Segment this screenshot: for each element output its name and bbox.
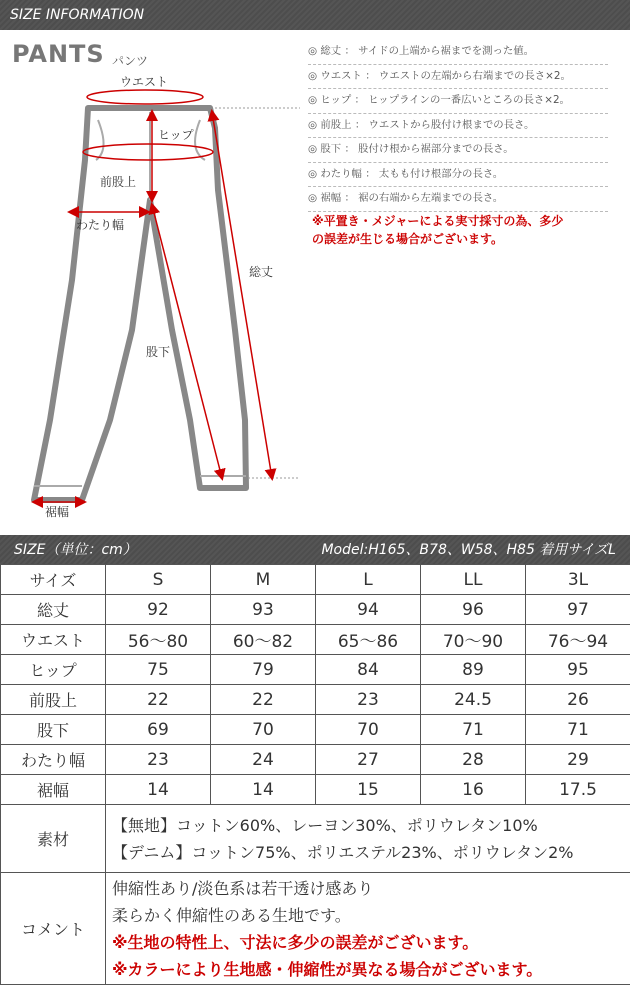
header-m: M bbox=[211, 565, 316, 595]
table-cell: 60〜82 bbox=[211, 625, 316, 655]
table-cell: 24 bbox=[211, 745, 316, 775]
table-cell: 17.5 bbox=[526, 775, 630, 805]
model-info: Model:H165、B78、W58、H85 着用サイズL bbox=[321, 542, 616, 558]
table-cell: 23 bbox=[316, 685, 421, 715]
waist-label: ウエスト bbox=[120, 75, 169, 89]
table-cell: 69 bbox=[106, 715, 211, 745]
comment-line-1: 伸縮性あり/淡色系は若干透け感あり bbox=[112, 878, 374, 898]
table-cell: 95 bbox=[526, 655, 630, 685]
desc-thigh: ◎ わたり幅 ： 太もも付け根部分の長さ。 bbox=[308, 163, 608, 188]
size-information-header bbox=[0, 0, 630, 30]
header-ll: LL bbox=[421, 565, 526, 595]
row-label: 裾幅 bbox=[1, 775, 106, 805]
material-line-2: 【デニム】コットン75%、ポリエステル23%、ポリウレタン2% bbox=[112, 842, 574, 862]
table-row bbox=[1, 715, 630, 745]
comment-content bbox=[106, 873, 630, 985]
material-label: 素材 bbox=[1, 805, 106, 873]
row-label: 前股上 bbox=[1, 685, 106, 715]
table-cell: 70 bbox=[211, 715, 316, 745]
pants-title: PANTS bbox=[12, 40, 105, 68]
header-3l: 3L bbox=[526, 565, 630, 595]
row-label: 総丈 bbox=[1, 595, 106, 625]
header-s: S bbox=[106, 565, 211, 595]
table-cell: 28 bbox=[421, 745, 526, 775]
table-cell: 79 bbox=[211, 655, 316, 685]
length-label: 総丈 bbox=[249, 265, 274, 279]
table-cell: 96 bbox=[421, 595, 526, 625]
table-cell: 27 bbox=[316, 745, 421, 775]
table-cell: 70〜90 bbox=[421, 625, 526, 655]
size-information-title: SIZE INFORMATION bbox=[10, 7, 145, 23]
table-row bbox=[1, 745, 630, 775]
material-row bbox=[1, 805, 630, 873]
rise-label: 前股上 bbox=[100, 175, 137, 189]
table-row bbox=[1, 685, 630, 715]
comment-row bbox=[1, 873, 630, 985]
measurement-descriptions bbox=[308, 40, 608, 212]
header-size: サイズ bbox=[1, 565, 106, 595]
table-cell: 26 bbox=[526, 685, 630, 715]
size-table bbox=[0, 564, 630, 985]
table-cell: 23 bbox=[106, 745, 211, 775]
pants-subtitle: パンツ bbox=[112, 54, 149, 68]
table-cell: 14 bbox=[211, 775, 316, 805]
row-label: わたり幅 bbox=[1, 745, 106, 775]
table-cell: 89 bbox=[421, 655, 526, 685]
row-label: ウエスト bbox=[1, 625, 106, 655]
hem-label: 裾幅 bbox=[45, 505, 70, 519]
row-label: ヒップ bbox=[1, 655, 106, 685]
length-mark bbox=[212, 112, 272, 478]
table-cell: 22 bbox=[211, 685, 316, 715]
waist-mark bbox=[87, 90, 203, 104]
table-row bbox=[1, 595, 630, 625]
table-cell: 71 bbox=[526, 715, 630, 745]
thigh-label: わたり幅 bbox=[76, 218, 125, 232]
table-cell: 92 bbox=[106, 595, 211, 625]
inseam-mark bbox=[152, 205, 222, 478]
comment-line-2: 柔らかく伸縮性のある生地です。 bbox=[112, 905, 351, 925]
table-cell: 56〜80 bbox=[106, 625, 211, 655]
desc-hem: ◎ 裾幅 ： 裾の右端から左端までの長さ。 bbox=[308, 187, 608, 212]
table-cell: 70 bbox=[316, 715, 421, 745]
size-unit-label: SIZE（単位：cm） bbox=[14, 542, 137, 558]
table-cell: 22 bbox=[106, 685, 211, 715]
table-row bbox=[1, 625, 630, 655]
table-cell: 97 bbox=[526, 595, 630, 625]
table-row bbox=[1, 775, 630, 805]
table-row bbox=[1, 655, 630, 685]
table-cell: 94 bbox=[316, 595, 421, 625]
table-cell: 15 bbox=[316, 775, 421, 805]
desc-hip: ◎ ヒップ ： ヒップラインの一番広いところの長さ×2。 bbox=[308, 89, 608, 114]
row-label: 股下 bbox=[1, 715, 106, 745]
comment-line-3: ※生地の特性上、寸法に多少の誤差がございます。 bbox=[112, 932, 479, 952]
material-content bbox=[106, 805, 630, 873]
hip-label: ヒップ bbox=[158, 128, 194, 142]
table-cell: 14 bbox=[106, 775, 211, 805]
comment-line-4: ※カラーにより生地感・伸縮性が異なる場合がございます。 bbox=[112, 959, 543, 979]
table-cell: 75 bbox=[106, 655, 211, 685]
table-header-row bbox=[1, 565, 630, 595]
table-cell: 24.5 bbox=[421, 685, 526, 715]
desc-inseam: ◎ 股下 ： 股付け根から裾部分までの長さ。 bbox=[308, 138, 608, 163]
table-cell: 65〜86 bbox=[316, 625, 421, 655]
table-cell: 71 bbox=[421, 715, 526, 745]
header-l: L bbox=[316, 565, 421, 595]
desc-waist: ◎ ウエスト ： ウエストの左端から右端までの長さ×2。 bbox=[308, 65, 608, 90]
measurement-note bbox=[312, 212, 612, 248]
table-cell: 16 bbox=[421, 775, 526, 805]
size-table-header bbox=[0, 535, 630, 565]
comment-label: コメント bbox=[1, 873, 106, 985]
table-cell: 93 bbox=[211, 595, 316, 625]
desc-length: ◎ 総丈 ： サイドの上端から裾までを測った値。 bbox=[308, 40, 608, 65]
desc-rise: ◎ 前股上 ： ウエストから股付け根までの長さ。 bbox=[308, 114, 608, 139]
table-cell: 76〜94 bbox=[526, 625, 630, 655]
note-line-2: の誤差が生じる場合がございます。 bbox=[312, 232, 504, 246]
note-line-1: ※平置き・メジャーによる実寸採寸の為、多少 bbox=[312, 214, 564, 228]
table-cell: 29 bbox=[526, 745, 630, 775]
table-cell: 84 bbox=[316, 655, 421, 685]
inseam-label: 股下 bbox=[146, 345, 171, 359]
material-line-1: 【無地】コットン60%、レーヨン30%、ポリウレタン10% bbox=[112, 815, 538, 835]
